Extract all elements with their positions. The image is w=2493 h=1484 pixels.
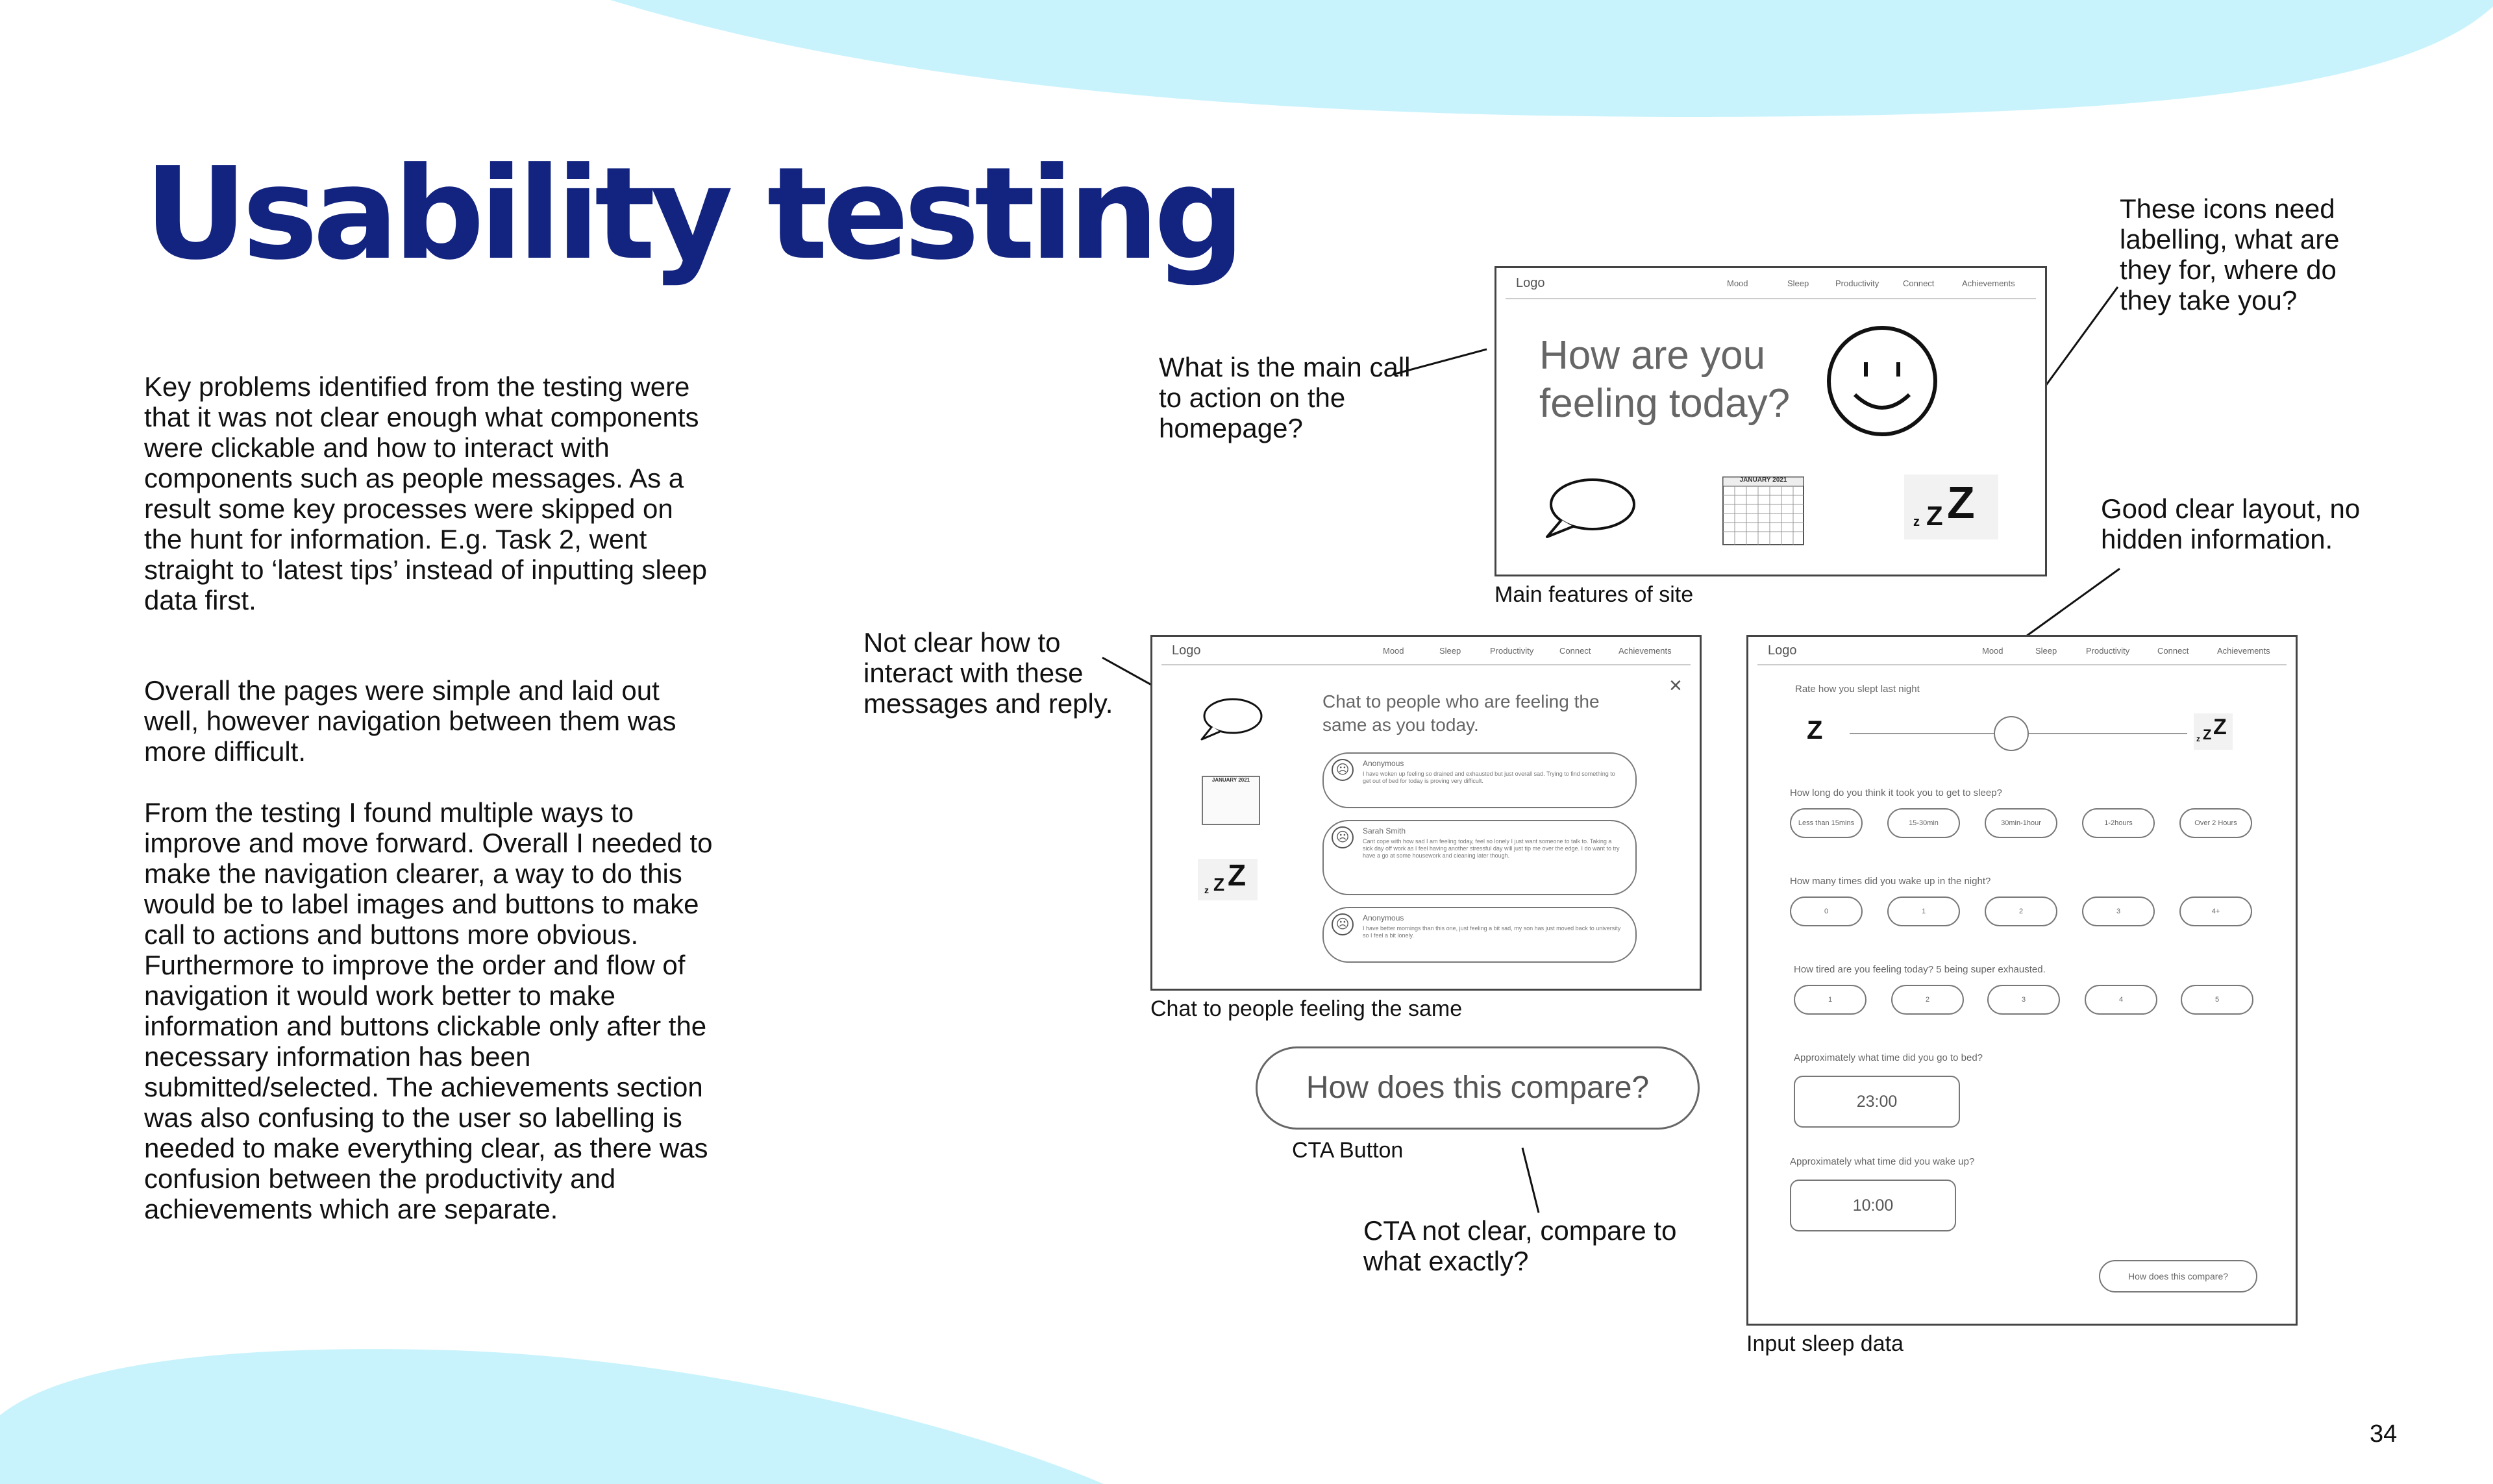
nav-item-achievements[interactable]: Achievements [2217,646,2270,656]
nav-item-mood[interactable]: Mood [1383,646,1404,656]
option-pill[interactable]: Over 2 Hours [2179,808,2252,838]
message-text: I have better mornings than this one, just feeling a bit sad, my son has just moved back to university so I feel a bit lonely. [1363,925,1621,939]
question-wake-ups: How many times did you wake up in the night? [1790,876,1991,887]
nav-item-mood[interactable]: Mood [1727,278,1748,288]
page-number: 34 [2370,1420,2398,1448]
nav-item-achievements[interactable]: Achievements [1962,278,2015,288]
sleep-rating-label: Rate how you slept last night [1795,684,1920,695]
nav-item-connect[interactable]: Connect [1559,646,1591,656]
cta-compare-button[interactable]: How does this compare? [1256,1046,1700,1130]
option-pill[interactable]: 0 [1790,897,1863,926]
option-pill[interactable]: 5 [2181,985,2253,1015]
message-card[interactable] [1322,907,1637,963]
body-paragraph-overall: Overall the pages were simple and laid out well, however navigation between them was more difficult. [144,675,676,767]
nav-item-productivity[interactable]: Productivity [1490,646,1534,656]
option-pill[interactable]: 3 [2082,897,2155,926]
page-title: Usability testing [144,140,1240,288]
sleep-zzz-icon[interactable]: z Z Z [1904,475,1998,539]
chat-bubble-icon[interactable] [1198,695,1263,743]
option-pill[interactable]: 1 [1794,985,1867,1015]
smiley-face-icon [1826,325,1939,438]
question-tiredness: How tired are you feeling today? 5 being super exhausted. [1794,964,2046,975]
caption-cta: CTA Button [1292,1138,1404,1163]
question-bed-time: Approximately what time did you go to bed? [1794,1052,1983,1063]
home-heading: How are you feeling today? [1539,333,1791,426]
option-pill[interactable]: 4 [2085,985,2157,1015]
top-wave-shape [610,0,2493,117]
nav-logo[interactable]: Logo [1172,643,1201,658]
wireframe-sleep-input [1746,635,2298,1326]
option-pill[interactable]: 15-30min [1887,808,1960,838]
chat-bubble-icon[interactable] [1542,477,1636,542]
body-paragraph-problems: Key problems identified from the testing were that it was not clear enough what components were clickable and how to interact with components such as people messages. As a result some key processes were skipped on the hunt for information. E.g. Task 2, went straight to ‘latest tips’ instead of inputting sleep data first. [144,371,707,615]
option-pill[interactable]: 1-2hours [2082,808,2155,838]
bed-time-input[interactable]: 23:00 [1794,1076,1960,1128]
close-icon[interactable]: × [1669,673,1682,698]
compare-button[interactable]: How does this compare? [2099,1260,2257,1292]
sad-face-icon: ☹ [1332,826,1354,848]
nav-item-sleep[interactable]: Sleep [1439,646,1461,656]
nav-item-sleep[interactable]: Sleep [1787,278,1809,288]
calendar-month-label: JANUARY 2021 [1739,476,1787,484]
caption-main-features: Main features of site [1495,582,1694,607]
question-time-to-sleep: How long do you think it took you to get to sleep? [1790,787,2002,798]
nav-logo[interactable]: Logo [1768,643,1797,658]
option-pill[interactable]: 30min-1hour [1985,808,2057,838]
wireframe-home [1495,266,2047,576]
option-pill[interactable]: Less than 15mins [1790,808,1863,838]
calendar-icon[interactable]: JANUARY 2021 [1202,776,1260,825]
message-card[interactable] [1322,752,1637,808]
message-text: I have woken up feeling so drained and exhausted but just overall sad. Trying to find something to get out of bed for today is proving very difficult. [1363,771,1615,784]
option-pill[interactable]: 2 [1985,897,2057,926]
high-sleep-zzz-icon: z Z Z [2194,713,2233,750]
calendar-icon[interactable] [1722,476,1805,546]
option-pill[interactable]: 1 [1887,897,1960,926]
message-author: Anonymous [1363,913,1404,922]
nav-item-productivity[interactable]: Productivity [2086,646,2130,656]
wireframe-chat [1150,635,1702,991]
sleep-rating-slider-handle[interactable] [1994,716,2029,751]
nav-item-mood[interactable]: Mood [1982,646,2003,656]
note-layout: Good clear layout, no hidden information. [2101,493,2361,554]
option-pill[interactable]: 2 [1891,985,1964,1015]
note-cta-unclear: CTA not clear, compare to what exactly? [1363,1215,1677,1276]
nav-item-productivity[interactable]: Productivity [1835,278,1879,288]
caption-chat: Chat to people feeling the same [1150,996,1463,1021]
sad-face-icon: ☹ [1332,759,1354,781]
message-author: Anonymous [1363,759,1404,768]
sleep-zzz-icon[interactable]: z Z Z [1198,859,1258,900]
pointer-line-cta [1522,1148,1539,1213]
option-pill[interactable]: 4+ [2179,897,2252,926]
nav-item-connect[interactable]: Connect [1903,278,1935,288]
note-main-cta: What is the main call to action on the homepage? [1159,352,1411,443]
low-sleep-z-icon: Z [1807,716,1823,745]
chat-heading: Chat to people who are feeling the same as you today. [1322,691,1600,735]
message-author: Sarah Smith [1363,826,1406,835]
nav-item-achievements[interactable]: Achievements [1619,646,1672,656]
note-icons: These icons need labelling, what are they for, where do they take you? [2120,193,2340,315]
caption-input-sleep: Input sleep data [1746,1331,1904,1356]
message-text: Cant cope with how sad I am feeling today, feel so lonely I just want someone to talk to. Taking a sick day off work as I feel having another stressful day will just tip me over the edge. I do want to try have a go at some housework and cleaning later though. [1363,838,1620,859]
body-paragraph-improvements: From the testing I found multiple ways to improve and move forward. Overall I needed to make the navigation clearer, a way to do this would be to label images and buttons to make call to actions and buttons more obvious. Furthermore to improve the order and flow of navigation it would work better to make information and buttons clickable only after the necessary information has been submitted/selected. The achievements section was also confusing to the user so labelling is needed to make everything clear, as there was confusion between the productivity and achievements which are separate. [144,797,713,1224]
nav-item-sleep[interactable]: Sleep [2035,646,2057,656]
note-messages: Not clear how to interact with these messages and reply. [863,627,1113,719]
message-card[interactable] [1322,820,1637,895]
option-pill[interactable]: 3 [1987,985,2060,1015]
question-wake-time: Approximately what time did you wake up? [1790,1156,1975,1167]
wake-time-input[interactable]: 10:00 [1790,1180,1956,1231]
nav-logo[interactable]: Logo [1516,276,1545,290]
nav-item-connect[interactable]: Connect [2157,646,2189,656]
bottom-wave-shape [0,1349,1104,1484]
sad-face-icon: ☹ [1332,913,1354,935]
